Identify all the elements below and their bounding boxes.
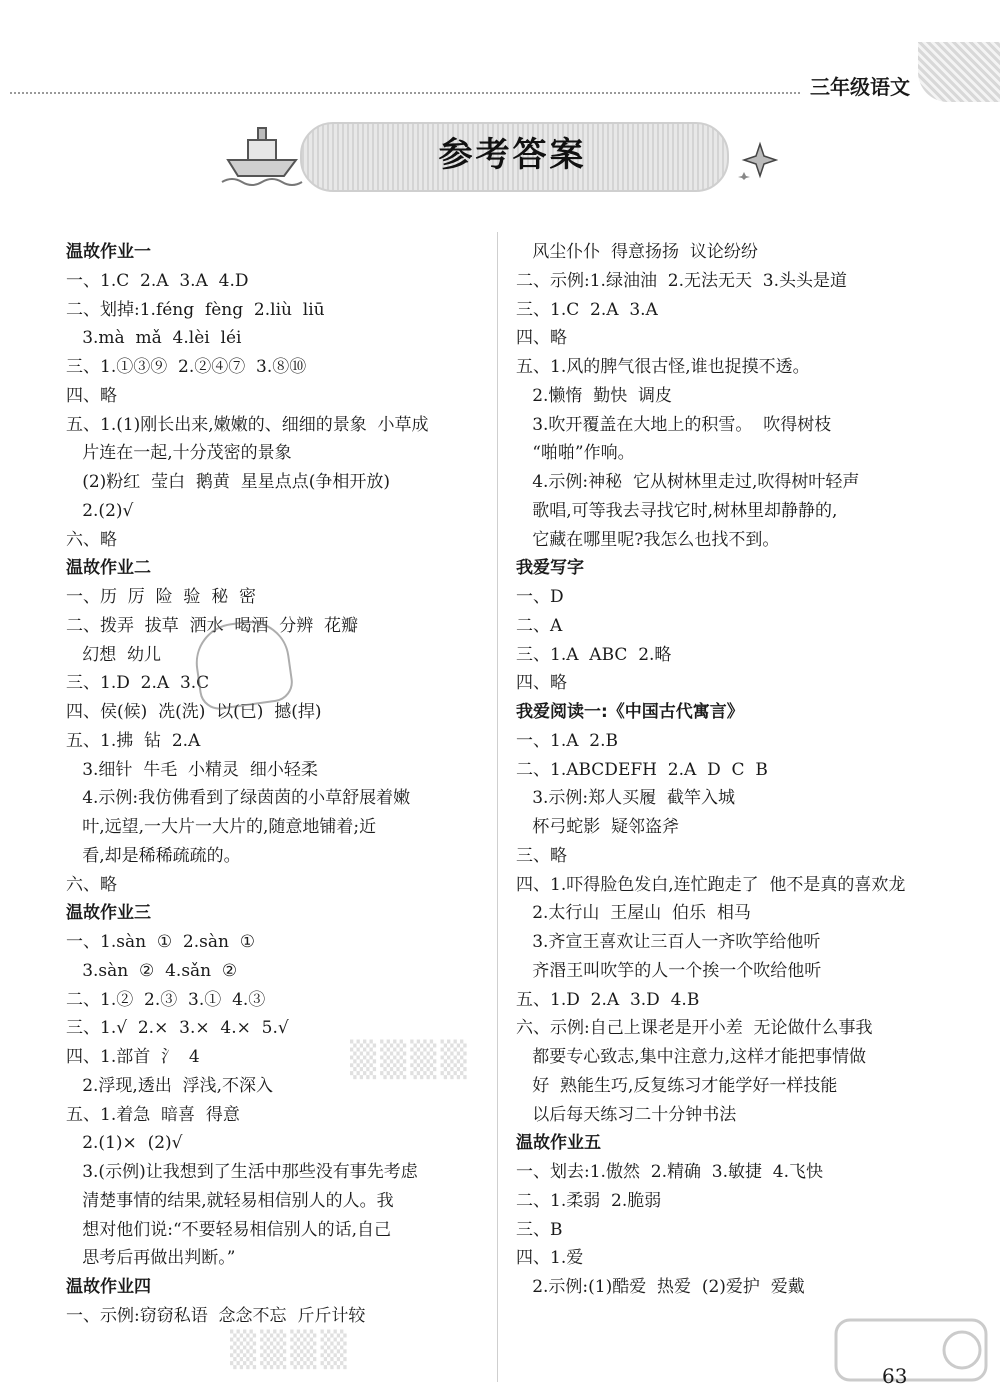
- answer-line: 一、D: [516, 587, 564, 607]
- answer-line: 二、划掉:1.féng fèng 2.liù liū: [66, 299, 325, 320]
- answer-line: 它藏在哪里呢?我怎么也找不到。: [516, 529, 780, 550]
- answer-line: 一、1.sàn ① 2.sàn ①: [66, 932, 255, 952]
- answer-line: 二、1.ABCDEFH 2.A D C B: [516, 759, 768, 780]
- answer-line: 六、略: [66, 874, 117, 895]
- answer-line: 3.mà mǎ 4.lèi léi: [66, 328, 242, 349]
- answer-line: 二、A: [516, 615, 563, 636]
- answer-line: 三、1.A ABC 2.略: [516, 644, 672, 665]
- header-dotted-rule: [10, 92, 800, 94]
- answer-line: 叶,远望,一大片一大片的,随意地铺着;近: [66, 817, 377, 837]
- boat-icon: [218, 118, 308, 188]
- section-heading: 温故作业一: [66, 242, 151, 262]
- answer-line: 四、1.吓得脸色发白,连忙跑走了 他不是真的喜欢龙: [516, 874, 906, 895]
- answer-line: 2.(2)√: [66, 500, 134, 521]
- answer-line: 三、B: [516, 1219, 563, 1240]
- answer-line: 清楚事情的结果,就轻易相信别人的人。我: [66, 1190, 394, 1211]
- answer-line: 2.(1)× (2)√: [66, 1133, 183, 1154]
- answer-line: 二、示例:1.绿油油 2.无法无天 3.头头是道: [516, 270, 848, 291]
- answer-line: 看,却是稀稀疏疏的。: [66, 845, 241, 866]
- answer-line: 2.浮现,透出 浮浅,不深入: [66, 1075, 274, 1096]
- answer-line: 二、拨弄 拔草 洒水 喝酒 分辨 花瓣: [66, 615, 359, 636]
- answer-line: 3.齐宣王喜欢让三百人一齐吹竽给他听: [516, 932, 821, 952]
- column-divider: [497, 232, 498, 1382]
- answer-line: 五、1.风的脾气很古怪,谁也捉摸不透。: [516, 357, 810, 377]
- answer-line: 四、侯(候) 冼(洗) 以(已) 撼(捍): [66, 702, 322, 722]
- answer-line: 六、略: [66, 529, 117, 550]
- answer-line: 一、划去:1.傲然 2.精确 3.敏捷 4.飞快: [516, 1162, 824, 1182]
- answer-line: 六、示例:自己上课老是开小差 无论做什么事我: [516, 1018, 873, 1039]
- watermark: ▒▒▒▒: [230, 1330, 351, 1370]
- answer-line: 3.(示例)让我想到了生活中那些没有事先考虑: [66, 1162, 418, 1182]
- answer-line: 4.示例:神秘 它从树林里走过,吹得树叶轻声: [516, 472, 860, 492]
- answer-line: 三、1.D 2.A 3.C: [66, 673, 210, 694]
- page-title: 参考答案: [438, 135, 587, 175]
- answer-line: 歌唱,可等我去寻找它时,树林里却静静的,: [516, 500, 838, 521]
- answer-line: 四、略: [516, 673, 567, 694]
- answer-line: 风尘仆仆 得意扬扬 议论纷纷: [516, 242, 758, 262]
- section-heading: 温故作业四: [66, 1277, 151, 1297]
- left-answer-column: [66, 238, 491, 1331]
- answer-line: 想对他们说:“不要轻易相信别人的话,自己: [66, 1219, 392, 1240]
- answer-line: 2.太行山 王屋山 伯乐 相马: [516, 903, 751, 924]
- answer-line: 3.sàn ② 4.sǎn ②: [66, 960, 238, 981]
- watermark: ▒▒▒▒: [350, 1040, 471, 1080]
- answer-line: 四、1.爱: [516, 1248, 584, 1269]
- answer-line: 齐湣王叫吹竽的人一个挨一个吹给他听: [516, 960, 822, 981]
- answer-line: 杯弓蛇影 疑邻盗斧: [516, 817, 680, 837]
- section-heading: 温故作业三: [66, 903, 151, 924]
- answer-line: 好 熟能生巧,反复练习才能学好一样技能: [516, 1075, 838, 1096]
- answer-line: 一、1.A 2.B: [516, 730, 619, 751]
- section-heading: 温故作业二: [66, 558, 151, 579]
- page-number: 63: [882, 1364, 908, 1388]
- answer-line: (2)粉红 莹白 鹅黄 星星点点(争相开放): [66, 472, 390, 492]
- answer-line: 五、1.(1)刚长出来,嫩嫩的、细细的景象 小草成: [66, 414, 429, 435]
- answer-line: 片连在一起,十分茂密的景象: [66, 443, 292, 464]
- corner-answer-logo: [832, 1312, 992, 1392]
- answer-line: 3.示例:郑人买履 截竿入城: [516, 788, 735, 809]
- answer-line: 五、1.着急 暗喜 得意: [66, 1104, 240, 1125]
- sparkle-star-icon: [738, 140, 778, 180]
- answer-line: 3.细针 牛毛 小精灵 细小轻柔: [66, 759, 318, 780]
- answer-line: 幻想 幼儿: [66, 644, 162, 665]
- answer-line: 三、1.①③⑨ 2.②④⑦ 3.⑧⑩: [66, 357, 307, 377]
- answer-line: 四、略: [516, 328, 567, 349]
- answer-line: 2.示例:(1)酷爱 热爱 (2)爱护 爱戴: [516, 1277, 805, 1297]
- header-corner-pattern: [918, 42, 1000, 102]
- answer-line: 五、1.拂 钻 2.A: [66, 730, 201, 751]
- header-subject-label: 三年级语文: [810, 75, 910, 99]
- answer-line: 五、1.D 2.A 3.D 4.B: [516, 989, 700, 1010]
- right-answer-column: [516, 238, 936, 1302]
- answer-line: 2.懒惰 勤快 调皮: [516, 385, 673, 406]
- section-heading: 我爱阅读一:《中国古代寓言》: [516, 702, 744, 722]
- answer-line: 4.示例:我仿佛看到了绿茵茵的小草舒展着嫩: [66, 788, 411, 809]
- section-heading: 温故作业五: [516, 1133, 601, 1154]
- answer-line: 思考后再做出判断。”: [66, 1248, 236, 1269]
- answer-line: 3.吹开覆盖在大地上的积雪。 吹得树枝: [516, 414, 832, 435]
- answer-line: 一、历 厉 险 验 秘 密: [66, 587, 257, 607]
- answer-line: “啪啪”作响。: [516, 443, 635, 464]
- answer-line: 三、1.√ 2.× 3.× 4.× 5.√: [66, 1018, 289, 1039]
- answer-line: 一、示例:窃窃私语 念念不忘 斤斤计较: [66, 1305, 366, 1326]
- answer-line: 三、略: [516, 845, 567, 866]
- answer-line: 四、略: [66, 385, 117, 406]
- answer-line: 二、1.柔弱 2.脆弱: [516, 1190, 662, 1211]
- answer-line: 一、1.C 2.A 3.A 4.D: [66, 270, 249, 291]
- section-heading: 我爱写字: [516, 558, 584, 579]
- answer-line: 四、1.部首 氵 4: [66, 1047, 200, 1067]
- answer-line: 以后每天练习二十分钟书法: [516, 1104, 737, 1125]
- answer-line: 都要专心致志,集中注意力,这样才能把事情做: [516, 1047, 867, 1067]
- answer-line: 二、1.② 2.③ 3.① 4.③: [66, 989, 266, 1010]
- answer-line: 三、1.C 2.A 3.A: [516, 299, 658, 320]
